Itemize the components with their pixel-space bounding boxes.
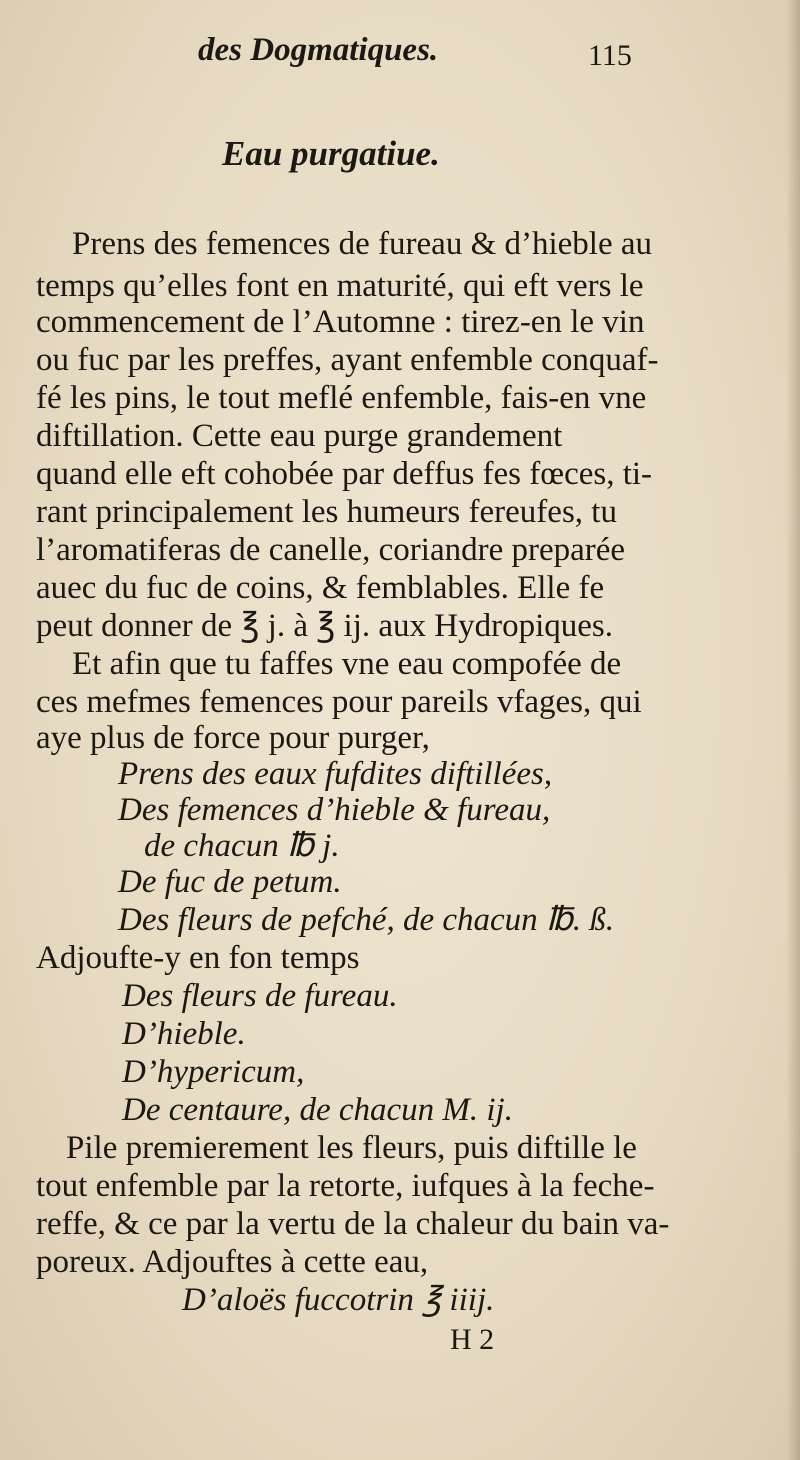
body-line: Pile premierement les fleurs, puis diftille le — [66, 1130, 637, 1166]
body-line: reffe, & ce par la vertu de la chaleur du bain va- — [36, 1206, 670, 1242]
body-line: tout enfemble par la retorte, iufques à la feche- — [36, 1168, 655, 1204]
body-line: fé les pins, le tout meflé enfemble, fais-en vne — [36, 380, 647, 416]
section-title: Eau purgatiue. — [222, 134, 440, 173]
body-line: auec du fuc de coins, & femblables. Elle fe — [36, 570, 605, 606]
body-line: aye plus de force pour purger, — [36, 720, 430, 756]
recipe-line: de chacun ℔ j. — [144, 828, 340, 864]
recipe-line: Des femences d’hieble & fureau, — [118, 792, 551, 828]
body-line: temps qu’elles font en maturité, qui eft vers le — [36, 268, 644, 304]
recipe-line: Des fleurs de fureau. — [122, 978, 398, 1014]
body-line: ou fuc par les preffes, ayant enfemble conquaf- — [36, 342, 659, 378]
page-edge-shadow — [786, 0, 800, 1460]
body-line: quand elle eft cohobée par deffus fes fœces, ti- — [36, 456, 653, 492]
page-number: 115 — [588, 39, 632, 72]
body-line: ces mefmes femences pour pareils vfages, qui — [36, 684, 642, 720]
body-line: Adjoufte-y en fon temps — [36, 940, 360, 976]
recipe-line: De centaure, de chacun M. ij. — [122, 1092, 513, 1128]
body-line: Et afin que tu faffes vne eau compofée de — [72, 646, 622, 682]
body-line: rant principalement les humeurs fereufes, tu — [36, 494, 617, 530]
running-title: des Dogmatiques. — [198, 32, 439, 68]
body-line: Prens des femences de fureau & d’hieble au — [72, 226, 653, 262]
body-line: l’aromatiferas de canelle, coriandre preparée — [36, 532, 626, 568]
body-line: peut donner de ℥ j. à ℥ ij. aux Hydropiques. — [36, 608, 614, 644]
signature-mark: H 2 — [450, 1323, 495, 1356]
recipe-line: Des fleurs de pefché, de chacun ℔. ß. — [118, 902, 615, 938]
body-line: poreux. Adjouftes à cette eau, — [36, 1244, 429, 1280]
recipe-line: D’aloës fuccotrin ℥ iiij. — [182, 1282, 495, 1318]
recipe-line: D’hieble. — [122, 1016, 246, 1052]
recipe-line: D’hypericum, — [122, 1054, 305, 1090]
recipe-line: De fuc de petum. — [118, 864, 342, 900]
body-line: commencement de l’Automne : tirez-en le vin — [36, 304, 645, 340]
body-line: diftillation. Cette eau purge grandement — [36, 418, 563, 454]
recipe-line: Prens des eaux fufdites diftillées, — [118, 756, 553, 792]
